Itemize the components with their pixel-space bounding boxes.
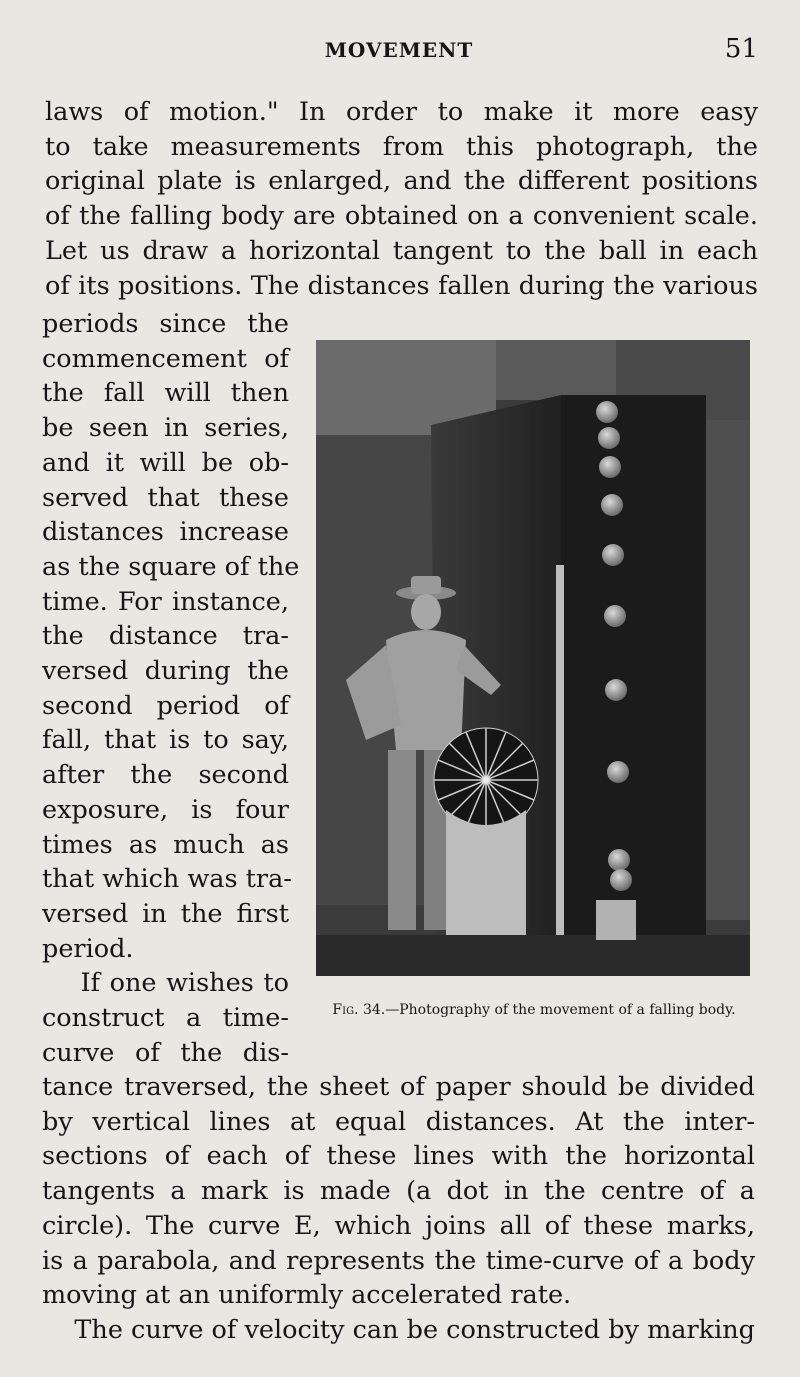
falling-body-photo bbox=[316, 340, 750, 976]
text-line: The curve of velocity can be constructed by marking bbox=[42, 1314, 755, 1345]
text-line: that which was tra- bbox=[42, 864, 292, 895]
paragraph-bottom bbox=[42, 1070, 755, 1348]
figure-photograph bbox=[316, 340, 750, 976]
caption-label: Fig. 34. bbox=[332, 1002, 386, 1018]
figure-caption bbox=[318, 1002, 750, 1019]
text-line: original plate is enlarged, and the different positions bbox=[45, 166, 758, 197]
text-line: served that these bbox=[42, 482, 289, 513]
text-line: is a parabola, and represents the time-curve of a body bbox=[42, 1245, 755, 1276]
text-line: of its positions. The distances fallen during the various bbox=[45, 270, 758, 301]
text-line: be seen in series, bbox=[42, 413, 289, 444]
running-head: MOVEMENT bbox=[324, 38, 474, 62]
text-line: the distance tra- bbox=[42, 621, 289, 652]
text-line: of the falling body are obtained on a convenient scale. bbox=[45, 201, 758, 232]
text-line: tance traversed, the sheet of paper should be divided bbox=[42, 1072, 755, 1102]
text-line: commencement of bbox=[42, 343, 289, 374]
text-line: and it will be ob- bbox=[42, 447, 289, 478]
text-line: time. For instance, bbox=[42, 586, 289, 617]
text-line: versed during the bbox=[42, 656, 289, 687]
text-line: circle). The curve E, which joins all of these marks, bbox=[42, 1210, 755, 1241]
text-line: to take measurements from this photograph, the bbox=[45, 131, 758, 162]
text-line: tangents a mark is made (a dot in the centre of a bbox=[42, 1176, 755, 1207]
text-line: period. bbox=[42, 933, 134, 964]
page-header bbox=[40, 34, 758, 68]
text-line: laws of motion." In order to make it more easy bbox=[45, 97, 758, 127]
paragraph-top bbox=[45, 95, 758, 303]
caption-text: —Photography of the movement of a falling body. bbox=[385, 1002, 736, 1018]
text-line: If one wishes to bbox=[42, 968, 289, 999]
paragraph-left-column bbox=[42, 307, 300, 1070]
text-line: curve of the dis- bbox=[42, 1037, 289, 1068]
text-line: the fall will then bbox=[42, 378, 289, 409]
text-line: exposure, is four bbox=[42, 794, 289, 825]
text-line: construct a time- bbox=[42, 1003, 289, 1034]
text-line: after the second bbox=[42, 760, 289, 791]
text-line: periods since the bbox=[42, 309, 289, 339]
text-line: distances increase bbox=[42, 517, 289, 548]
text-line: versed in the first bbox=[42, 898, 289, 929]
text-line: Let us draw a horizontal tangent to the ball in each bbox=[45, 235, 758, 266]
text-line: as the square of the bbox=[42, 551, 300, 582]
text-line: by vertical lines at equal distances. At the inter- bbox=[42, 1106, 755, 1137]
text-line: times as much as bbox=[42, 829, 289, 860]
text-line: sections of each of these lines with the horizontal bbox=[42, 1141, 755, 1172]
text-line: second period of bbox=[42, 690, 289, 721]
text-line: moving at an uniformly accelerated rate. bbox=[42, 1280, 572, 1311]
page-number: 51 bbox=[724, 34, 758, 64]
text-line: fall, that is to say, bbox=[42, 725, 289, 756]
